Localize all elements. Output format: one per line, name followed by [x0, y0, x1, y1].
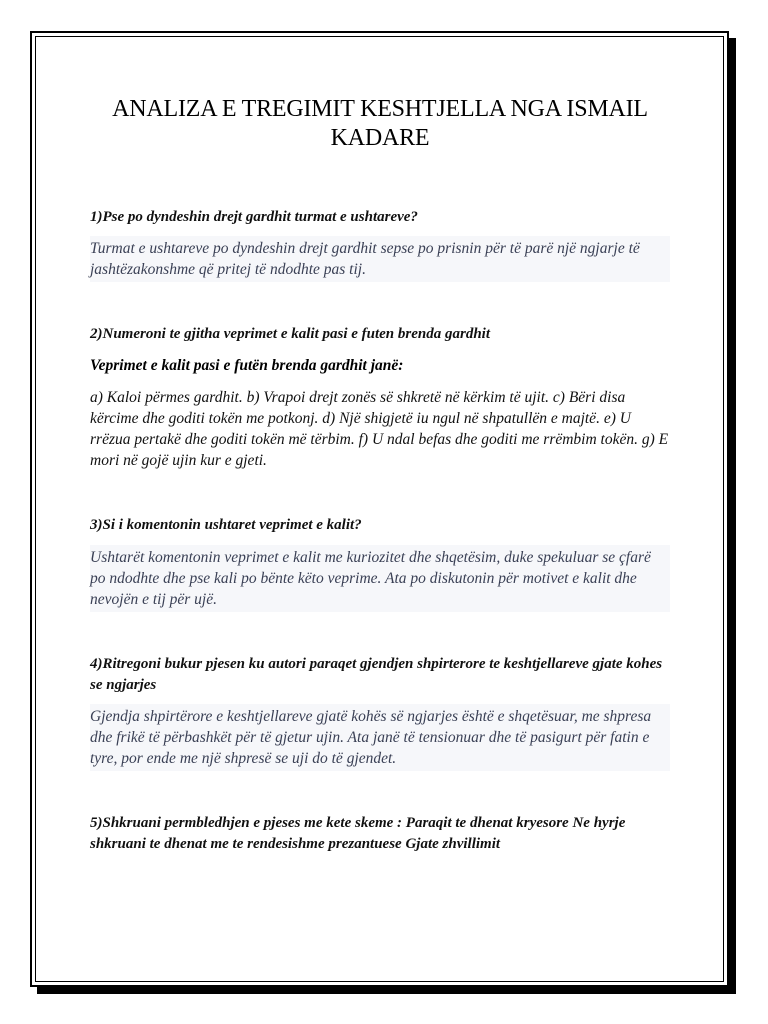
- question-1: 1)Pse po dyndeshin drejt gardhit turmat e ushtareve?: [90, 209, 418, 225]
- question-3: 3)Si i komentonin ushtaret veprimet e kalit?: [90, 517, 362, 533]
- answer-1: Turmat e ushtareve po dyndeshin drejt gardhit sepse po prisnin për të parë një ngjarje të jashtëzakonshme që pritej të ndodhte pas tij.: [90, 236, 670, 282]
- answer-4: Gjendja shpirtërore e keshtjellareve gjatë kohës së ngjarjes është e shqetësuar, me shpresa dhe frikë të përbashkët për të gjetur ujin. Ata janë të tensionuar dhe të pasigurt për fatin e tyre, por ende me një shpresë se uji do të gjendet.: [90, 704, 670, 771]
- document-title: ANALIZA E TREGIMIT KESHTJELLA NGA ISMAIL KADARE: [112, 96, 648, 151]
- question-2: 2)Numeroni te gjitha veprimet e kalit pasi e futen brenda gardhit: [90, 326, 491, 342]
- question-4: 4)Ritregoni bukur pjesen ku autori paraqet gjendjen shpirterore te keshtjellareve gjate kohes se ngjarjes: [90, 656, 663, 693]
- document-frame: [30, 31, 729, 987]
- answer-2-heading: Veprimet e kalit pasi e futën brenda gardhit janë:: [90, 357, 404, 374]
- answer-2: a) Kaloi përmes gardhit. b) Vrapoi drejt zonës së shkretë në kërkim të ujit. c) Bëri disa kërcime dhe goditi tokën me potkonj. d) Një shigjetë iu ngul në shpatullën e majtë. e) U rrëzua pertakë dhe goditi tokën më tërbim. f) U ndal befas dhe goditi me rrëmbim tokën. g) E mori në gojë ujin kur e gjeti.: [90, 389, 669, 469]
- document-content: [90, 33, 670, 855]
- question-5: 5)Shkruani permbledhjen e pjeses me kete skeme : Paraqit te dhenat kryesore Ne hyrje shkruani te dhenat me te rendesishme prezantuese Gjate zhvillimit: [90, 815, 626, 852]
- answer-3: Ushtarët komentonin veprimet e kalit me kuriozitet dhe shqetësim, duke spekuluar se çfarë po ndodhte dhe pse kali po bënte këto veprime. Ata po diskutonin për motivet e kalit dhe nevojën e tij për ujë.: [90, 545, 670, 612]
